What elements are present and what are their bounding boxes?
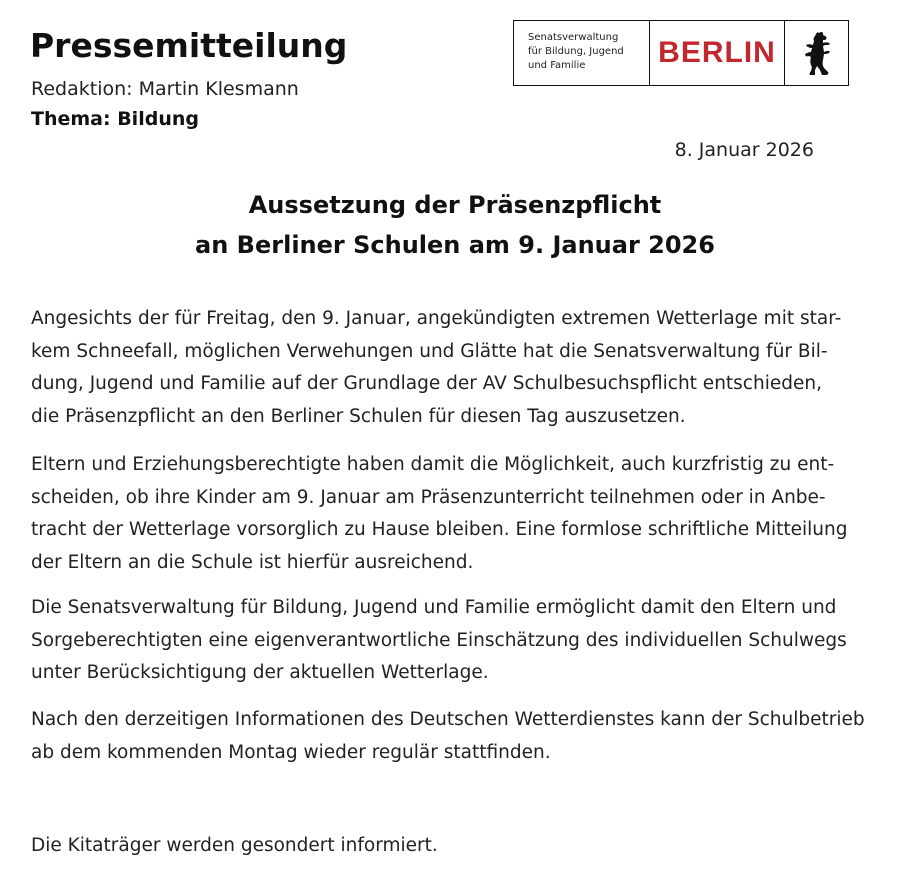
editor-line: Redaktion: Martin Klesmann [31, 78, 299, 100]
headline-line: Aussetzung der Präsenzpflicht [248, 191, 662, 219]
text-line: Eltern und Erziehungsberechtigte haben damit die Möglichkeit, auch kurzfristig zu ent- [31, 454, 835, 475]
headline-line: an Berliner Schulen am 9. Januar 2026 [195, 231, 715, 259]
release-date: 8. Januar 2026 [674, 139, 814, 161]
text-line: dung, Jugend und Familie auf der Grundlage der AV Schulbesuchspflicht entschieden, [31, 373, 822, 394]
paragraph [31, 704, 881, 769]
topic-line: Thema: Bildung [31, 108, 199, 130]
berlin-bear-icon [785, 21, 848, 85]
paragraph [31, 449, 881, 579]
text-line: tracht der Wetterlage vorsorglich zu Hause bleiben. Eine formlose schriftliche Mitteilung [31, 519, 848, 540]
text-line: Nach den derzeitigen Informationen des Deutschen Wetterdienstes kann der Schulbetrieb [31, 709, 865, 730]
page-title: Pressemitteilung [30, 26, 348, 65]
department-name [514, 21, 650, 85]
bear-shape [802, 30, 832, 76]
text-line: Angesichts der für Freitag, den 9. Januar, angekündigten extremen Wetterlage mit star- [31, 308, 842, 329]
berlin-logo [513, 20, 849, 86]
department-line: und Familie [528, 60, 586, 71]
text-line: scheiden, ob ihre Kinder am 9. Januar am Präsenzunterricht teilnehmen oder in Anbe- [31, 486, 826, 508]
paragraph [31, 592, 881, 690]
paragraph [31, 303, 881, 433]
text-line: Die Senatsverwaltung für Bildung, Jugend und Familie ermöglicht damit den Eltern und [31, 597, 837, 618]
headline [0, 185, 910, 265]
text-line: ab dem kommenden Montag wieder regulär stattfinden. [31, 741, 551, 763]
text-line: die Präsenzpflicht an den Berliner Schulen für diesen Tag auszusetzen. [31, 405, 686, 427]
department-line: Senatsverwaltung [528, 32, 619, 43]
text-line: unter Berücksichtigung der aktuellen Wetterlage. [31, 662, 489, 683]
paragraph [31, 830, 881, 863]
text-line: kem Schneefall, möglichen Verwehungen und Glätte hat die Senatsverwaltung für Bil- [31, 340, 828, 362]
text-line: der Eltern an die Schule ist hierfür ausreichend. [31, 551, 474, 573]
city-wordmark: BERLIN [650, 21, 785, 85]
department-line: für Bildung, Jugend [528, 46, 624, 57]
text-line: Sorgeberechtigten eine eigenverantwortliche Einschätzung des individuellen Schulwegs [31, 629, 847, 651]
text-line: Die Kitaträger werden gesondert informiert. [31, 835, 438, 856]
